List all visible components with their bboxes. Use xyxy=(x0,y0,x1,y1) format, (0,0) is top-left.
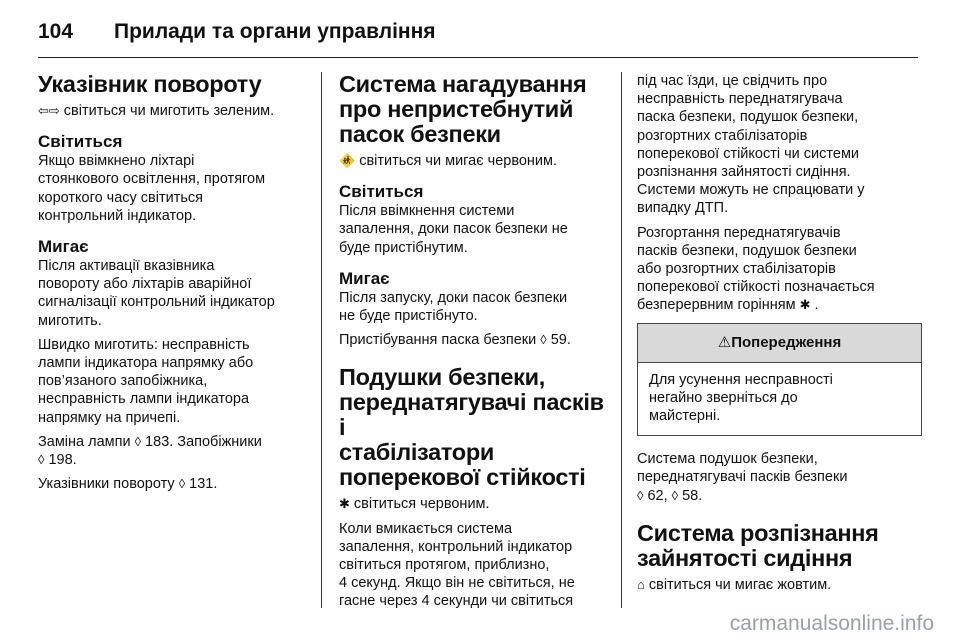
turn-arrows-icon: ⇦⇨ xyxy=(38,103,60,118)
header-divider xyxy=(38,57,918,58)
column-2 xyxy=(339,72,609,617)
page-title: Прилади та органи управління xyxy=(114,20,436,43)
turn-indicator-desc: ⇦⇨ світиться чи миготить зеленим. xyxy=(38,103,275,119)
lights-on-text: Якщо ввімкнено ліхтарі стоянкового освітлення, протягом короткого часу світиться контрольний індикатор. xyxy=(38,153,266,224)
warning-box xyxy=(637,323,922,437)
page-header xyxy=(38,14,918,50)
seat-occupancy-icon: ⌂ xyxy=(637,576,645,592)
column-1 xyxy=(38,72,303,499)
airbag-continued-text: під час їзди, це свідчить про несправність переднатягувача паска безпеки, подушок безпеки, розгортних стабілізаторів поперекової стійкості чи системи розпізнання зайнятості сидіння. Системи можуть не спрацювати у випадку ДТП. xyxy=(637,73,865,217)
reference-icon[interactable]: ◊ xyxy=(671,487,679,503)
airbag-system-ref: Система подушок безпеки, переднатягувачі пасків безпеки ◊ 62, ◊ 58. xyxy=(637,451,848,504)
heading-seatbelt-reminder: Система нагадування про непристебнутий пасок безпеки xyxy=(339,71,587,147)
warning-text: Для усунення несправності негайно зверніться до майстерні. xyxy=(649,371,833,425)
page-number: 104 xyxy=(38,20,74,43)
heading-flashes: Мигає xyxy=(38,237,89,257)
flashes-text: Після активації вказівника повороту або ліхтарів аварійної сигналізації контрольний індикатор миготить. xyxy=(38,258,275,329)
reference-icon[interactable]: ◊ xyxy=(38,452,45,468)
bulb-replacement-ref: Заміна лампи ◊ 183. Запобіжники ◊ 198. xyxy=(38,433,262,469)
airbag-icon: ✱ xyxy=(339,496,350,512)
heading-flashes: Мигає xyxy=(339,268,390,288)
column-divider-2 xyxy=(621,72,622,608)
reference-icon[interactable]: ◊ xyxy=(178,476,186,492)
heading-lights-on: Світиться xyxy=(339,182,424,202)
reference-icon[interactable]: ◊ xyxy=(134,433,142,449)
reference-icon[interactable]: ◊ xyxy=(540,332,547,348)
warning-title: ⚠Попередження xyxy=(638,324,921,363)
heading-airbags: Подушки безпеки, переднатягувачі пасків і стабілізатори поперекової стійкості xyxy=(339,364,604,491)
column-divider-1 xyxy=(321,72,322,608)
heading-lights-on: Світиться xyxy=(38,132,123,152)
occupancy-desc: ⌂ світиться чи мигає жовтим. xyxy=(637,576,832,593)
seatbelt-on-text: Після ввімкнення системи запалення, доки пасок безпеки не буде пристібнутим. xyxy=(339,203,568,256)
heading-seat-occupancy: Система розпізнання зайнятості сидіння xyxy=(637,519,879,571)
seatbelt-icon: 🚸 xyxy=(339,153,356,168)
airbag-text: Коли вмикається система запалення, контрольний індикатор світиться протягом, приблизно, 4 секунд. Якщо він не світиться, не гасне через 4 секунди чи світиться xyxy=(339,520,575,610)
watermark: carmanualsonline.info xyxy=(729,612,934,635)
reference-icon[interactable]: ◊ xyxy=(637,487,644,503)
seatbelt-desc: 🚸 світиться чи мигає червоним. xyxy=(339,153,558,169)
fast-flash-text: Швидко миготить: несправність лампи індикатора напрямку або пов’язаного запобіжника, несправність лампи індикатора напрямку на причепі. xyxy=(38,336,254,426)
column-3 xyxy=(637,72,922,600)
seatbelt-flash-text: Після запуску, доки пасок безпеки не буде пристібнуто. xyxy=(339,289,568,325)
turn-signals-ref: Указівники повороту ◊ 131. xyxy=(38,476,218,493)
heading-turn-indicator: Указівник повороту xyxy=(38,71,262,97)
airbag-icon: ✱ xyxy=(799,297,811,313)
airbag-desc: ✱ світиться червоним. xyxy=(339,496,490,513)
deployment-text: Розгортання переднатягувачів пасків безпеки, подушок безпеки або розгортних стабілізаторів поперекової стійкості позначається безперервним горінням ✱ . xyxy=(637,224,875,314)
seatbelt-fasten-ref: Пристібування паска безпеки ◊ 59. xyxy=(339,332,571,349)
